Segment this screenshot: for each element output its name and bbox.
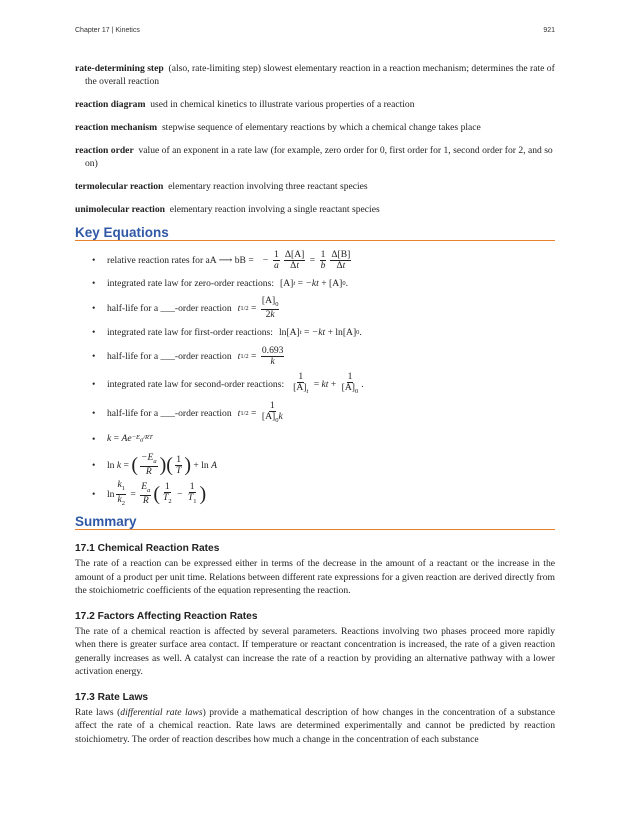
glossary-entry xyxy=(75,98,555,111)
chapter-title: Chapter 17 | Kinetics xyxy=(75,27,140,34)
half-life-constant: 0.693 xyxy=(261,344,284,356)
equation-item: • k = Ae $-E_a/RT$ xyxy=(75,427,555,451)
section-text: The rate of a chemical reaction is affected by several parameters. Reactions involving two phases proceed more rapidly when there is greater surface area contact. If temperature or reactant concentration is increased, the rate of a given reaction generally increases as well. A catalyst can increase the rate of a reaction by providing an alternative pathway with a lower activation energy. xyxy=(75,625,555,677)
glossary-term: termolecular reaction xyxy=(75,181,164,192)
text-run: Rate laws ( xyxy=(75,706,121,718)
section-title: 17.3 Rate Laws xyxy=(75,691,149,703)
section-title: 17.1 Chemical Reaction Rates xyxy=(75,543,220,554)
equation-math: $\frac{1}{[A]_t}$ = kt + $\frac{1}{[A]_0}$ . xyxy=(293,370,364,395)
section-title: 17.2 Factors Affecting Reaction Rates xyxy=(75,610,258,622)
equation-label: relative reaction rates for aA ⟶ bB = xyxy=(107,254,254,266)
equation-item: • integrated rate law for zero-order reactions: [A] t = −kt + [A] 0 . xyxy=(92,277,348,289)
glossary-definition: (also, rate-limiting step) slowest elementary reaction in a reaction mechanism; determines the rate of the overall reaction xyxy=(85,63,555,87)
equation-item: • ln k = ( $\frac{-E_a}{R}$ ) ( $\frac{1}{T}$ ) + ln A xyxy=(92,451,217,478)
italic-term: differential rate laws xyxy=(120,706,203,718)
page-number: 921 xyxy=(543,27,555,34)
key-equations-heading: Key Equations xyxy=(75,226,555,241)
equation-item: • half-life for a ___-order reaction t 1/2 = $\frac{0.693}{k}$ xyxy=(75,343,555,369)
equation-math: t 1/2 = $\frac{1}{[A]_0k}$ xyxy=(237,399,283,424)
glossary-entry xyxy=(75,180,555,193)
equation-math: − $\frac{1}{a}$ $\frac{\Delta[A]}{\Delta t}$ = $\frac{1}{b}$ $\frac{\Delta[B]}{\Delta t}$ xyxy=(259,248,351,271)
equation-label: integrated rate law for first-order reactions: xyxy=(107,326,273,338)
equation-label: half-life for a ___-order reaction xyxy=(107,350,232,362)
glossary-definition: used in chemical kinetics to illustrate various properties of a reaction xyxy=(150,99,415,110)
arrhenius-log-equation: ln k = ( $\frac{-E_a}{R}$ ) ( $\frac{1}{T}$ ) + ln A xyxy=(107,451,217,478)
page-content xyxy=(75,62,555,746)
glossary-entry xyxy=(75,203,555,216)
glossary-entry xyxy=(75,121,555,134)
equation-math: [A] t = −kt + [A] 0 . xyxy=(280,277,348,289)
equation-item: • half-life for a ___-order reaction t 1/2 = $\frac{[A]_0}{2k}$ xyxy=(75,295,555,321)
equation-item: • integrated rate law for second-order reactions: $\frac{1}{[A]_t}$ = kt + $\frac{1}{[A]_0}$ . xyxy=(92,370,364,395)
equation-item: • half-life for a ___-order reaction t 1/2 = $\frac{1}{[A]_0k}$ xyxy=(75,399,555,427)
glossary-definition: elementary reaction involving a single reactant species xyxy=(169,204,380,215)
page-header xyxy=(75,27,555,34)
equation-label: integrated rate law for second-order reactions: xyxy=(107,378,285,390)
text-run: ) provide a mathematical description of how changes in the concentration of a substance affect the rate of a chemical reaction. Rate laws are determined experimentally and cannot be predicted by reaction stoichiometry. The order of reaction describes how much a change in the concentration of each substance xyxy=(75,706,556,745)
equation-math: ln[A] t = −kt + ln[A] 0 . xyxy=(278,326,362,338)
equation-math: t 1/2 = $\frac{0.693}{k}$ xyxy=(237,344,284,367)
section-text: The rate of a reaction can be expressed either in terms of the decrease in the amount of a reactant or the increase in the amount of a product per unit time. Relations between different rate expressions for a given reaction are derived directly from the stoichiometric coefficients of the equation representing the reaction. xyxy=(75,558,555,596)
glossary-definition: value of an exponent in a rate law (for example, zero order for 0, first order for 1, second order for 2, and so on) xyxy=(85,145,553,169)
glossary xyxy=(75,62,555,216)
glossary-definition: elementary reaction involving three reactant species xyxy=(168,181,368,192)
equation-label: half-life for a ___-order reaction xyxy=(107,302,232,314)
equation-label: integrated rate law for zero-order reactions: xyxy=(107,277,275,289)
equation-item: • ln $\frac{k_1}{k_2}$ = $\frac{E_a}{R}$ ( $\frac{1}{T_2}$ − $\frac{1}{T_1}$ ) xyxy=(92,478,207,507)
glossary-term: unimolecular reaction xyxy=(75,204,165,215)
glossary-entry xyxy=(75,144,555,170)
equation-label: half-life for a ___-order reaction xyxy=(107,407,232,419)
key-equations-list xyxy=(75,249,555,509)
arrhenius-equation: k = Ae $-E_a/RT$ xyxy=(107,433,153,445)
section-text xyxy=(75,706,555,747)
glossary-term: reaction order xyxy=(75,145,134,156)
equation-math: t 1/2 = $\frac{[A]_0}{2k}$ xyxy=(237,294,279,321)
two-point-arrhenius-equation: ln $\frac{k_1}{k_2}$ = $\frac{E_a}{R}$ ( $\frac{1}{T_2}$ − $\frac{1}{T_1}$ ) xyxy=(107,478,207,507)
glossary-definition: stepwise sequence of elementary reactions by which a chemical change takes place xyxy=(161,122,481,133)
glossary-term: reaction diagram xyxy=(75,99,146,110)
summary-heading: Summary xyxy=(75,515,555,530)
glossary-entry xyxy=(75,62,555,88)
glossary-term: reaction mechanism xyxy=(75,122,158,133)
equation-item: • integrated rate law for first-order reactions: ln[A] t = −kt + ln[A] 0 . xyxy=(92,326,362,338)
glossary-term: rate-determining step xyxy=(75,63,164,74)
equation-item: • relative reaction rates for aA ⟶ bB = − $\frac{1}{a}$ $\frac{\Delta[A]}{\Delta t}$ = $\frac{1}{b}$ $\frac{\Delta[B]}{\Delta t}$ xyxy=(75,249,555,271)
